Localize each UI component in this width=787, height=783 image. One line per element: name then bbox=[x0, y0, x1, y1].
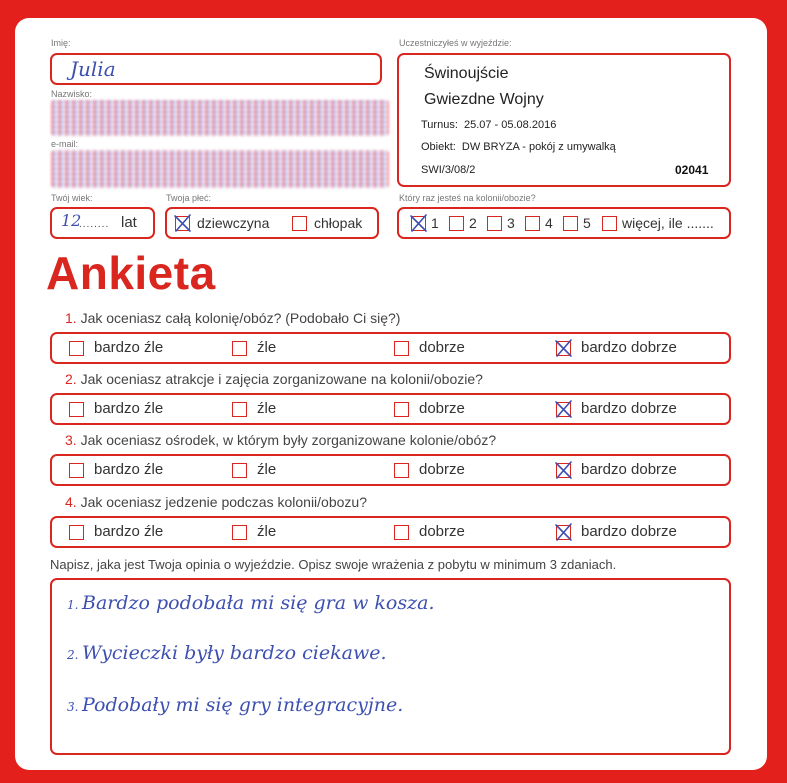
rating-option-label: dobrze bbox=[419, 339, 465, 356]
x-mark-icon bbox=[554, 339, 573, 358]
email-label: e-mail: bbox=[51, 139, 79, 149]
times-checkbox-2[interactable] bbox=[449, 216, 464, 231]
survey-card bbox=[15, 18, 767, 770]
trip-term-value: 25.07 - 05.08.2016 bbox=[463, 119, 557, 131]
opinion-prompt: Napisz, jaka jest Twoja opinia o wyjeździe. Opisz swoje wrażenia z pobytu w minimum 3 zdaniach. bbox=[50, 557, 617, 572]
question-number: 3. bbox=[65, 432, 81, 448]
rating-checkbox[interactable] bbox=[394, 525, 409, 540]
times-option-label: 4 bbox=[545, 215, 553, 231]
times-option-label: 3 bbox=[507, 215, 515, 231]
rating-option-label: bardzo dobrze bbox=[581, 523, 677, 540]
rating-checkbox[interactable] bbox=[69, 341, 84, 356]
x-mark-icon bbox=[554, 523, 573, 542]
name-label: Imię: bbox=[51, 38, 71, 48]
name-value: Julia bbox=[70, 57, 116, 81]
gender-label: Twoja płeć: bbox=[166, 193, 212, 203]
gender-option-label: chłopak bbox=[314, 215, 363, 231]
trip-term-label: Turnus: bbox=[421, 119, 458, 131]
times-checkbox-1[interactable] bbox=[411, 216, 426, 231]
rating-option-label: bardzo dobrze bbox=[581, 339, 677, 356]
times-label: Który raz jesteś na kolonii/obozie? bbox=[399, 193, 536, 203]
opinion-line: Podobały mi się gry integracyjne. bbox=[82, 694, 404, 716]
times-checkbox-3[interactable] bbox=[487, 216, 502, 231]
age-dots: ........ bbox=[79, 219, 110, 230]
rating-row bbox=[50, 516, 731, 548]
survey-title: Ankieta bbox=[46, 247, 216, 299]
rating-checkbox[interactable] bbox=[69, 402, 84, 417]
gender-field bbox=[165, 207, 379, 239]
question-number: 2. bbox=[65, 371, 81, 387]
x-mark-icon bbox=[173, 214, 192, 233]
question-label: Jak oceniasz atrakcje i zajęcia zorganizowane na kolonii/obozie? bbox=[80, 371, 483, 387]
rating-checkbox[interactable] bbox=[69, 463, 84, 478]
age-field[interactable] bbox=[50, 207, 155, 239]
opinion-line: Bardzo podobała mi się gra w kosza. bbox=[82, 592, 435, 614]
rating-option-label: bardzo źle bbox=[94, 339, 164, 356]
x-mark-icon bbox=[554, 400, 573, 419]
gender-checkbox-1[interactable] bbox=[175, 216, 190, 231]
trip-object-label: Obiekt: bbox=[421, 141, 456, 153]
age-label: Twój wiek: bbox=[51, 193, 93, 203]
rating-checkbox[interactable] bbox=[556, 525, 571, 540]
trip-term bbox=[421, 119, 556, 131]
question-number: 1. bbox=[65, 310, 81, 326]
trip-box bbox=[397, 53, 731, 187]
trip-object-value: DW BRYZA - pokój z umywalką bbox=[461, 141, 616, 153]
question-text bbox=[65, 432, 496, 448]
gender-option-label: dziewczyna bbox=[197, 215, 270, 231]
question-text bbox=[65, 371, 483, 387]
age-unit: lat bbox=[121, 214, 137, 231]
question-text bbox=[65, 310, 400, 326]
surname-label: Nazwisko: bbox=[51, 89, 93, 99]
trip-program: Gwiezdne Wojny bbox=[424, 91, 544, 108]
opinion-line-number: 3. bbox=[67, 700, 79, 714]
rating-checkbox[interactable] bbox=[69, 525, 84, 540]
email-redacted bbox=[51, 150, 389, 188]
rating-option-label: dobrze bbox=[419, 461, 465, 478]
age-value: 12 bbox=[61, 211, 82, 230]
rating-option-label: źle bbox=[257, 400, 277, 417]
opinion-line: Wycieczki były bardzo ciekawe. bbox=[82, 642, 387, 664]
rating-option-label: źle bbox=[257, 339, 277, 356]
question-label: Jak oceniasz jedzenie podczas kolonii/obozu? bbox=[80, 494, 367, 510]
times-option-label: 1 bbox=[431, 215, 439, 231]
rating-checkbox[interactable] bbox=[556, 341, 571, 356]
rating-option-label: dobrze bbox=[419, 523, 465, 540]
opinion-line-number: 2. bbox=[67, 648, 79, 662]
rating-option-label: bardzo dobrze bbox=[581, 461, 677, 478]
question-label: Jak oceniasz całą kolonię/obóz? (Podobało Ci się?) bbox=[80, 310, 401, 326]
gender-checkbox-2[interactable] bbox=[292, 216, 307, 231]
times-option-label: 5 bbox=[583, 215, 591, 231]
times-option-label: 2 bbox=[469, 215, 477, 231]
times-field bbox=[397, 207, 731, 239]
surname-redacted bbox=[51, 100, 389, 136]
rating-option-label: źle bbox=[257, 461, 277, 478]
x-mark-icon bbox=[409, 214, 428, 233]
trip-code: SWI/3/08/2 bbox=[421, 164, 476, 176]
rating-checkbox[interactable] bbox=[232, 463, 247, 478]
rating-row bbox=[50, 454, 731, 486]
opinion-line-number: 1. bbox=[67, 598, 79, 612]
rating-option-label: dobrze bbox=[419, 400, 465, 417]
question-text bbox=[65, 494, 367, 510]
rating-option-label: bardzo dobrze bbox=[581, 400, 677, 417]
rating-row bbox=[50, 332, 731, 364]
rating-checkbox[interactable] bbox=[232, 402, 247, 417]
rating-checkbox[interactable] bbox=[556, 402, 571, 417]
rating-checkbox[interactable] bbox=[394, 341, 409, 356]
times-checkbox-5[interactable] bbox=[563, 216, 578, 231]
trip-number: 02041 bbox=[675, 163, 709, 177]
opinion-field[interactable] bbox=[50, 578, 731, 755]
times-checkbox-6[interactable] bbox=[602, 216, 617, 231]
times-checkbox-4[interactable] bbox=[525, 216, 540, 231]
question-label: Jak oceniasz ośrodek, w którym były zorganizowane kolonie/obóz? bbox=[80, 432, 497, 448]
rating-option-label: źle bbox=[257, 523, 277, 540]
rating-checkbox[interactable] bbox=[232, 525, 247, 540]
rating-option-label: bardzo źle bbox=[94, 523, 164, 540]
name-field[interactable] bbox=[50, 53, 382, 85]
question-number: 4. bbox=[65, 494, 81, 510]
rating-checkbox[interactable] bbox=[232, 341, 247, 356]
rating-checkbox[interactable] bbox=[394, 402, 409, 417]
x-mark-icon bbox=[554, 461, 573, 480]
times-option-label: więcej, ile ....... bbox=[622, 215, 714, 231]
trip-object bbox=[421, 141, 616, 153]
trip-city: Świnoujście bbox=[424, 65, 509, 82]
rating-row bbox=[50, 393, 731, 425]
rating-option-label: bardzo źle bbox=[94, 400, 164, 417]
trip-label: Uczestniczyłeś w wyjeździe: bbox=[399, 38, 512, 48]
rating-checkbox[interactable] bbox=[556, 463, 571, 478]
rating-checkbox[interactable] bbox=[394, 463, 409, 478]
rating-option-label: bardzo źle bbox=[94, 461, 164, 478]
